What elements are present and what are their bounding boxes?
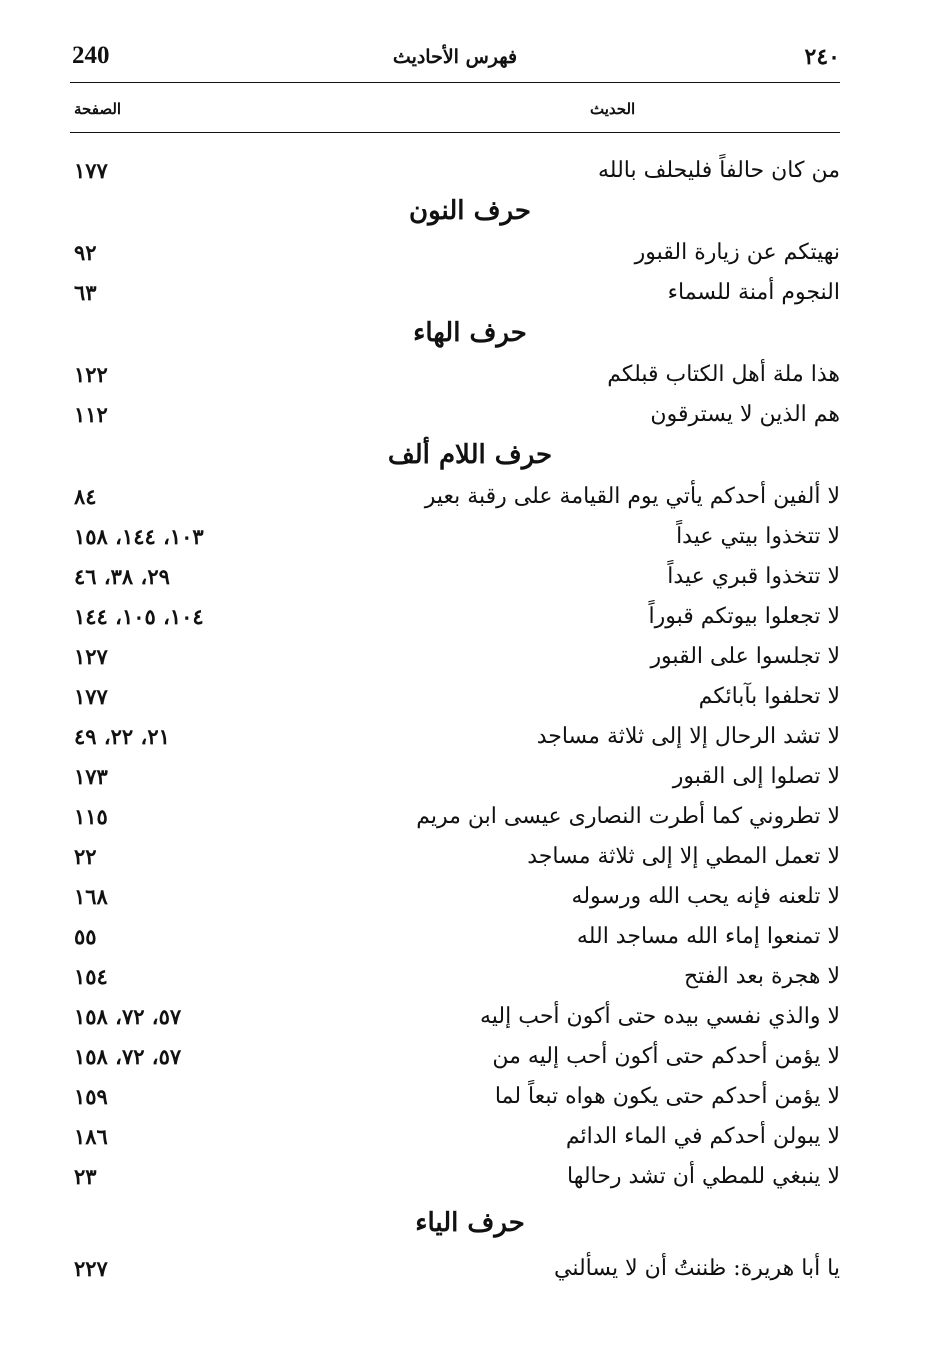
section-heading: حرف النون (409, 196, 531, 226)
hadith-text: من كان حالفاً فليحلف بالله (598, 158, 840, 183)
page-references: ١٨٦ (74, 1124, 108, 1149)
page-references: ١٢٢ (74, 362, 108, 387)
page-references: ١١٢ (74, 402, 108, 427)
hadith-text: لا تجعلوا بيوتكم قبوراً (648, 604, 840, 629)
hadith-text: يا أبا هريرة: ظننتُ أن لا يسألني (554, 1256, 840, 1281)
index-entry (70, 280, 840, 316)
hadith-text: لا تمنعوا إماء الله مساجد الله (576, 924, 840, 949)
hadith-text: لا تشد الرحال إلا إلى ثلاثة مساجد (536, 724, 840, 749)
hadith-text: لا تجلسوا على القبور (650, 644, 840, 669)
hadith-column-header: الحديث (590, 100, 636, 118)
section-heading: حرف الهاء (413, 318, 527, 348)
page-references: ١٢٧ (74, 644, 108, 669)
index-entry (70, 764, 840, 800)
index-entry (70, 804, 840, 840)
hadith-text: لا هجرة بعد الفتح (683, 964, 840, 989)
hadith-text: نهيتكم عن زيارة القبور (634, 240, 840, 265)
hadith-text: لا يؤمن أحدكم حتى أكون أحب إليه من (492, 1044, 840, 1069)
index-entry (70, 524, 840, 560)
index-entry (70, 1124, 840, 1160)
index-entry (70, 884, 840, 920)
page-number-arabic: ٢٤٠ (804, 44, 840, 70)
index-entry (70, 844, 840, 880)
index-entry (70, 924, 840, 960)
page-references: ٢٢٧ (74, 1256, 108, 1281)
column-header-rule (70, 132, 840, 133)
hadith-text: لا تطروني كما أطرت النصارى عيسى ابن مريم (416, 804, 840, 829)
column-headers (70, 96, 840, 136)
page-references: ١٥٩ (74, 1084, 108, 1109)
index-entry (70, 402, 840, 438)
hadith-text: لا يبولن أحدكم في الماء الدائم (565, 1124, 840, 1149)
page-number-latin: 240 (72, 42, 110, 69)
hadith-text: لا تصلوا إلى القبور (672, 764, 840, 789)
hadith-text: هذا ملة أهل الكتاب قبلكم (607, 362, 840, 387)
page-column-header: الصفحة (74, 100, 122, 118)
section-heading: حرف الياء (415, 1208, 525, 1238)
page-references: ٢١، ٢٢، ٤٩ (74, 724, 170, 749)
index-entry (70, 1004, 840, 1040)
running-title: فهرس الأحاديث (392, 46, 518, 68)
index-entry (70, 724, 840, 760)
index-entry (70, 158, 840, 194)
page-references: ٦٣ (74, 280, 97, 305)
page-references: ١٠٣، ١٤٤، ١٥٨ (74, 524, 204, 549)
index-entry (70, 1164, 840, 1200)
page-references: ١٧٧ (74, 158, 108, 183)
hadith-text: هم الذين لا يسترقون (650, 402, 840, 427)
index-entry (70, 362, 840, 398)
hadith-text: لا تلعنه فإنه يحب الله ورسوله (571, 884, 840, 909)
index-entry (70, 564, 840, 600)
index-entry (70, 684, 840, 720)
hadith-text: لا ألفين أحدكم يأتي يوم القيامة على رقبة بعير (424, 484, 840, 509)
index-entry (70, 1084, 840, 1120)
page-references: ٢٣ (74, 1164, 97, 1189)
hadith-text: لا تحلفوا بآبائكم (698, 684, 840, 709)
page-references: ١٧٧ (74, 684, 108, 709)
hadith-text: لا يؤمن أحدكم حتى يكون هواه تبعاً لما (494, 1084, 840, 1109)
hadith-text: لا تعمل المطي إلا إلى ثلاثة مساجد (527, 844, 840, 869)
hadith-text: النجوم أمنة للسماء (667, 280, 840, 305)
section-heading: حرف اللام ألف (387, 440, 553, 470)
page-references: ١٥٤ (74, 964, 108, 989)
page-references: ١٧٣ (74, 764, 108, 789)
page-references: ٩٢ (74, 240, 97, 265)
page-references: ٥٧، ٧٢، ١٥٨ (74, 1044, 182, 1069)
index-entry (70, 1044, 840, 1080)
page-references: ٢٩، ٣٨، ٤٦ (74, 564, 170, 589)
hadith-text: لا تتخذوا بيتي عيداً (676, 524, 840, 549)
index-entry (70, 644, 840, 680)
page-references: ١٦٨ (74, 884, 108, 909)
page-references: ٥٧، ٧٢، ١٥٨ (74, 1004, 182, 1029)
page-references: ٥٥ (74, 924, 97, 949)
page-references: ٨٤ (74, 484, 97, 509)
page-references: ١٠٤، ١٠٥، ١٤٤ (74, 604, 204, 629)
index-entry (70, 1256, 840, 1292)
page-references: ٢٢ (74, 844, 97, 869)
page-references: ١١٥ (74, 804, 108, 829)
index-entry (70, 484, 840, 520)
index-entry (70, 964, 840, 1000)
hadith-text: لا والذي نفسي بيده حتى أكون أحب إليه (479, 1004, 840, 1029)
hadith-text: لا تتخذوا قبري عيداً (667, 564, 840, 589)
header-rule (70, 82, 840, 83)
hadith-text: لا ينبغي للمطي أن تشد رحالها (567, 1164, 840, 1189)
index-entry (70, 604, 840, 640)
page-header (70, 40, 840, 84)
index-entry (70, 240, 840, 276)
